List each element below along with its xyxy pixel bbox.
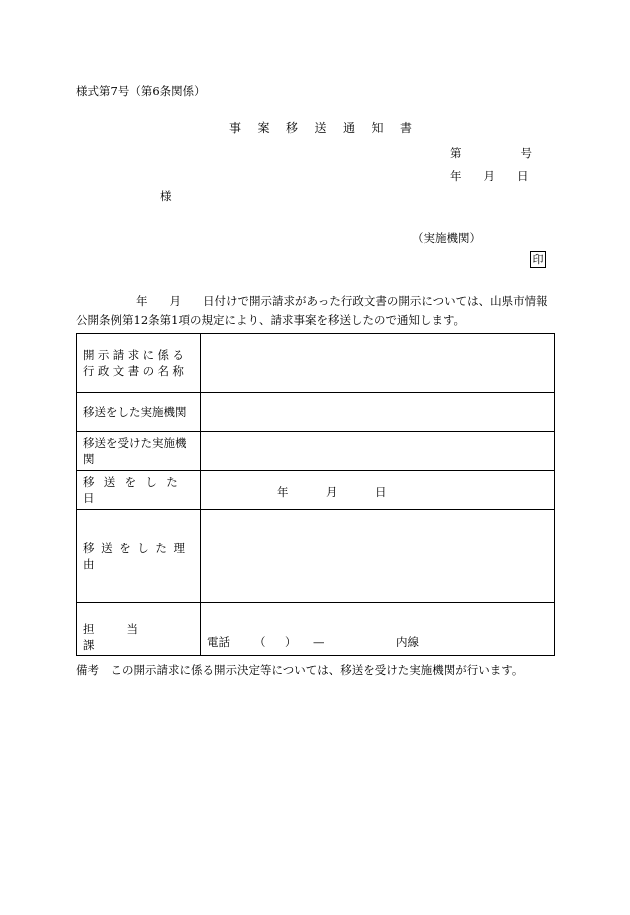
date-year: 年: [450, 169, 462, 183]
document-title: 事案移送通知書: [229, 121, 429, 135]
table-row: [77, 603, 555, 656]
table-row: [77, 334, 555, 393]
label-responsible-section: [77, 603, 201, 656]
label-transfer-date: [77, 471, 201, 510]
transfer-form-table: [76, 333, 555, 656]
value-transferring-agency[interactable]: [201, 393, 555, 432]
remarks-note: 備考 この開示請求に係る開示決定等については、移送を受けた実施機関が行います。: [76, 663, 524, 677]
label-line: 行政文書の名称: [83, 364, 188, 378]
extension-label: 内線: [396, 635, 419, 649]
label-transferring-agency: [77, 393, 201, 432]
phone-open-paren: （: [254, 635, 266, 649]
table-row: [77, 510, 555, 603]
agency-label: （実施機関）: [412, 231, 481, 245]
number-suffix: 号: [520, 146, 532, 160]
phone-label: 電話: [207, 635, 230, 649]
transfer-month: 月: [326, 485, 338, 499]
value-transfer-date[interactable]: [201, 471, 555, 510]
label-transfer-reason: [77, 510, 201, 603]
table-row: [77, 432, 555, 471]
seal-stamp: 印: [530, 251, 546, 268]
label-text: 移送をした日: [83, 475, 187, 505]
document-number-line: [450, 145, 532, 161]
value-transfer-reason[interactable]: [201, 510, 555, 603]
value-receiving-agency[interactable]: [201, 432, 555, 471]
transfer-day: 日: [375, 485, 387, 499]
body-paragraph: [76, 292, 554, 330]
phone-dash: —: [313, 635, 325, 649]
body-month: 月: [169, 294, 181, 308]
date-day: 日: [517, 169, 529, 183]
form-number: 様式第7号（第6条関係）: [76, 84, 206, 98]
phone-close-paren: ）: [285, 635, 297, 649]
label-text: 移送をした理由: [83, 541, 192, 571]
table-row: [77, 471, 555, 510]
date-month: 月: [483, 169, 495, 183]
addressee: 様: [160, 189, 172, 203]
document-date-line: [450, 168, 529, 184]
body-year: 年: [136, 294, 148, 308]
label-text: 移送を受けた実施機関: [83, 436, 187, 466]
transfer-year: 年: [277, 485, 289, 499]
label-receiving-agency: [77, 432, 201, 471]
label-line: 開示請求に係る: [83, 348, 188, 362]
body-text: 日付けで開示請求があった行政文書の開示については、山県市情報公開条例第12条第1項の規定により、請求事案を移送したので通知します。: [76, 294, 548, 327]
value-document-name[interactable]: [201, 334, 555, 393]
value-responsible-section[interactable]: [201, 603, 555, 656]
table-row: [77, 393, 555, 432]
number-prefix: 第: [450, 146, 462, 160]
label-document-name: [77, 334, 201, 393]
label-text: 移送をした実施機関: [83, 405, 187, 419]
label-text: 担当課: [83, 622, 170, 652]
